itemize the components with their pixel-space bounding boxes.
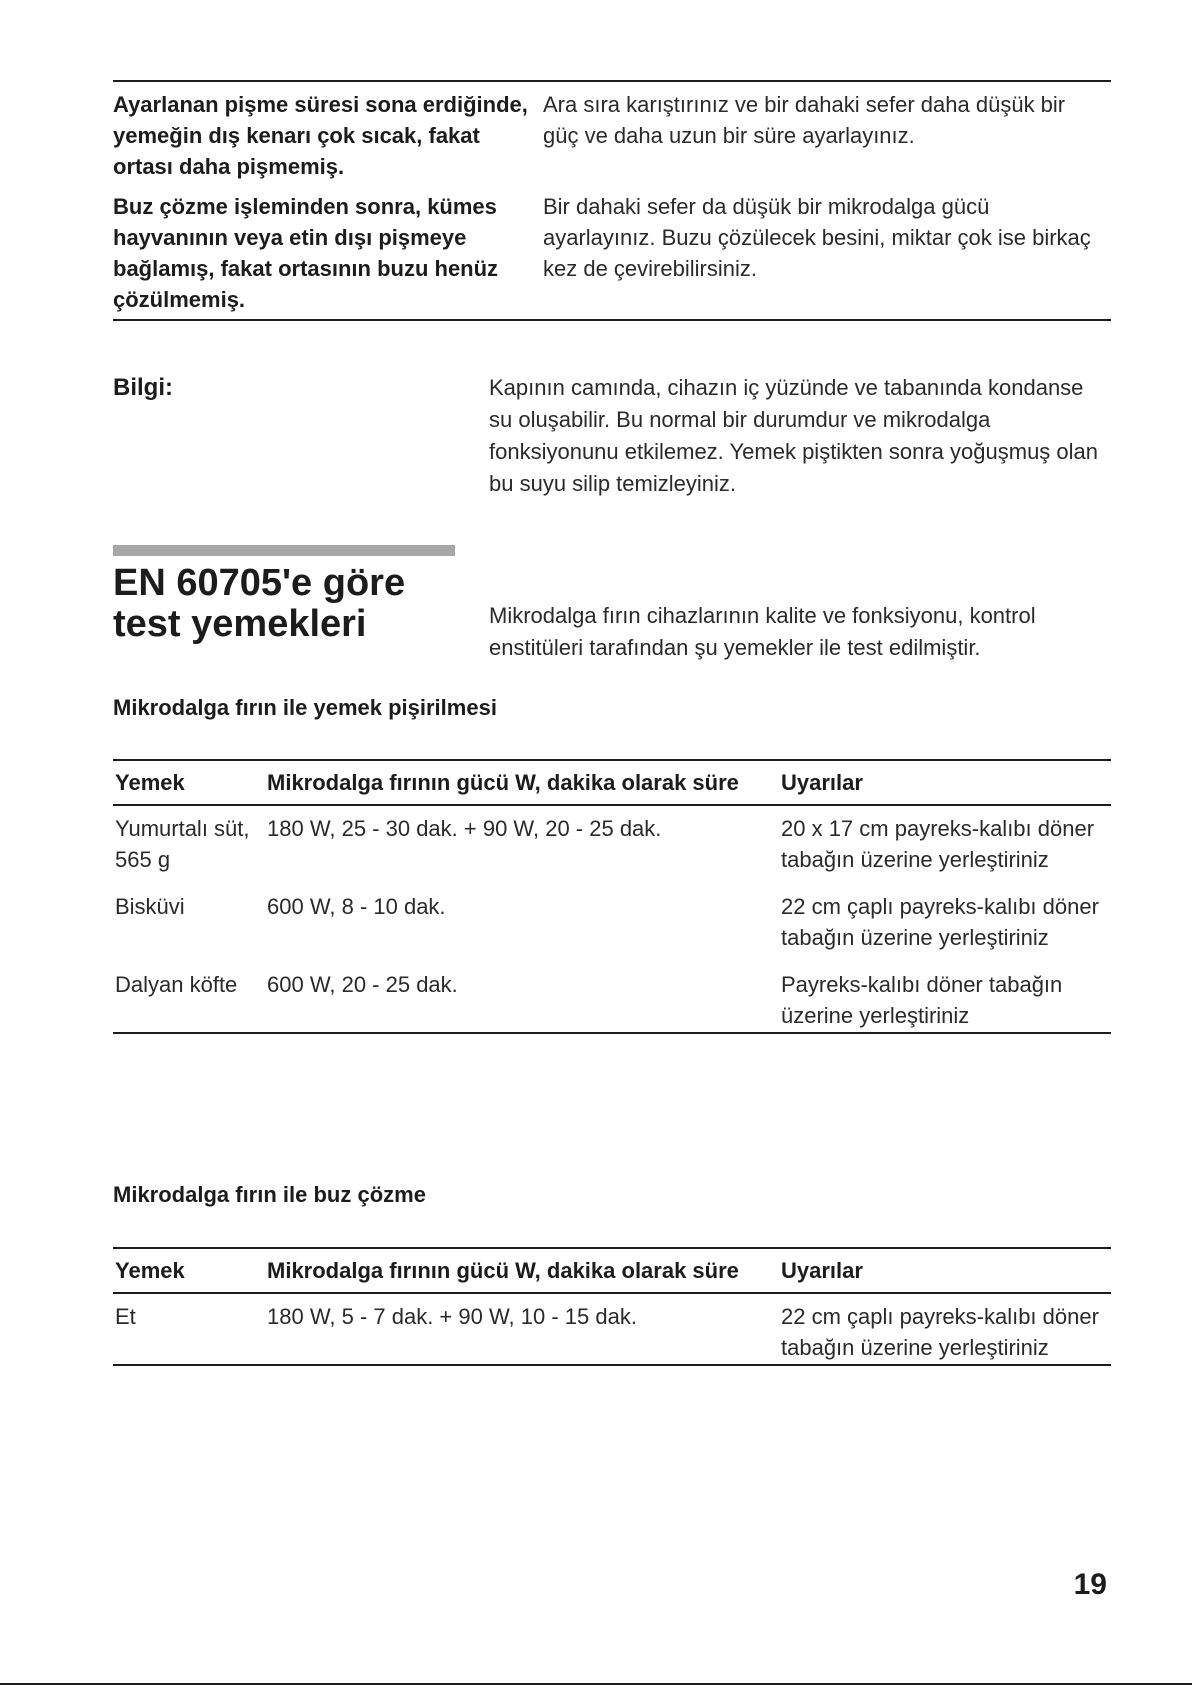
cell-notes: Payreks-kalıbı döner tabağın üzerine yerleştiriniz [781, 972, 1063, 1028]
table-row [113, 1294, 1111, 1364]
cell-power-time: 180 W, 25 - 30 dak. + 90 W, 20 - 25 dak. [267, 816, 662, 841]
troubleshooting-row [113, 82, 1111, 182]
cell-food: Bisküvi [115, 894, 185, 919]
page-number: 19 [1073, 1568, 1107, 1601]
section-intro: Mikrodalga fırın cihazlarının kalite ve fonksiyonu, kontrol enstitüleri tarafından şu yemekler ile test edilmiştir. [489, 603, 1036, 660]
remedy-text: Bir dahaki sefer da düşük bir mikrodalga gücü ayarlayınız. Buzu çözülecek besini, miktar çok ise birkaç kez de çevirebilirsiniz. [543, 194, 1091, 281]
column-header-power-time: Mikrodalga fırının gücü W, dakika olarak süre [267, 770, 739, 795]
note-label: Bilgi: [113, 374, 173, 401]
note-text: Kapının camında, cihazın iç yüzünde ve tabanında kondanse su oluşabilir. Bu normal bir durumdur ve mikrodalga fonksiyonunu etkilemez. Yemek piştikten sonra yoğuşmuş olan bu suyu silip temizleyiniz. [489, 375, 1099, 496]
defrost-heading: Mikrodalga fırın ile buz çözme [113, 1182, 426, 1207]
section-title [113, 563, 493, 645]
column-header-notes: Uyarılar [781, 770, 863, 795]
cell-food: Yumurtalı süt, 565 g [115, 816, 250, 872]
cell-food: Et [115, 1304, 136, 1329]
cell-food: Dalyan köfte [115, 972, 238, 997]
troubleshooting-table [113, 80, 1111, 321]
column-header-food: Yemek [115, 770, 185, 795]
section-divider-bar [113, 545, 455, 556]
table-row [113, 962, 1111, 1032]
column-header-food: Yemek [115, 1258, 185, 1283]
cooking-heading: Mikrodalga fırın ile yemek pişirilmesi [113, 695, 497, 720]
cell-notes: 22 cm çaplı payreks-kalıbı döner tabağın üzerine yerleştiriniz [781, 894, 1099, 950]
table-row [113, 806, 1111, 884]
problem-description: Buz çözme işleminden sonra, kümes hayvanının veya etin dışı pişmeye bağlamış, fakat ortasının buzu henüz çözülmemiş. [113, 194, 499, 312]
cell-power-time: 600 W, 20 - 25 dak. [267, 972, 458, 997]
cooking-test-table [113, 759, 1111, 1034]
section-title-line: EN 60705'e göre [113, 562, 406, 604]
troubleshooting-row [113, 184, 1111, 319]
column-header-power-time: Mikrodalga fırının gücü W, dakika olarak süre [267, 1258, 739, 1283]
cell-power-time: 600 W, 8 - 10 dak. [267, 894, 446, 919]
cell-notes: 22 cm çaplı payreks-kalıbı döner tabağın üzerine yerleştiriniz [781, 1304, 1099, 1360]
column-header-notes: Uyarılar [781, 1258, 863, 1283]
defrost-test-table [113, 1247, 1111, 1366]
table-row [113, 884, 1111, 962]
cell-notes: 20 x 17 cm payreks-kalıbı döner tabağın üzerine yerleştiriniz [781, 816, 1095, 872]
table-header [113, 761, 1111, 806]
problem-description: Ayarlanan pişme süresi sona erdiğinde, yemeğin dış kenarı çok sıcak, fakat ortası daha pişmemiş. [113, 92, 528, 179]
table-header [113, 1249, 1111, 1294]
cell-power-time: 180 W, 5 - 7 dak. + 90 W, 10 - 15 dak. [267, 1304, 637, 1329]
section-title-line: test yemekleri [113, 603, 367, 645]
remedy-text: Ara sıra karıştırınız ve bir dahaki sefer daha düşük bir güç ve daha uzun bir süre ayarlayınız. [543, 92, 1066, 148]
